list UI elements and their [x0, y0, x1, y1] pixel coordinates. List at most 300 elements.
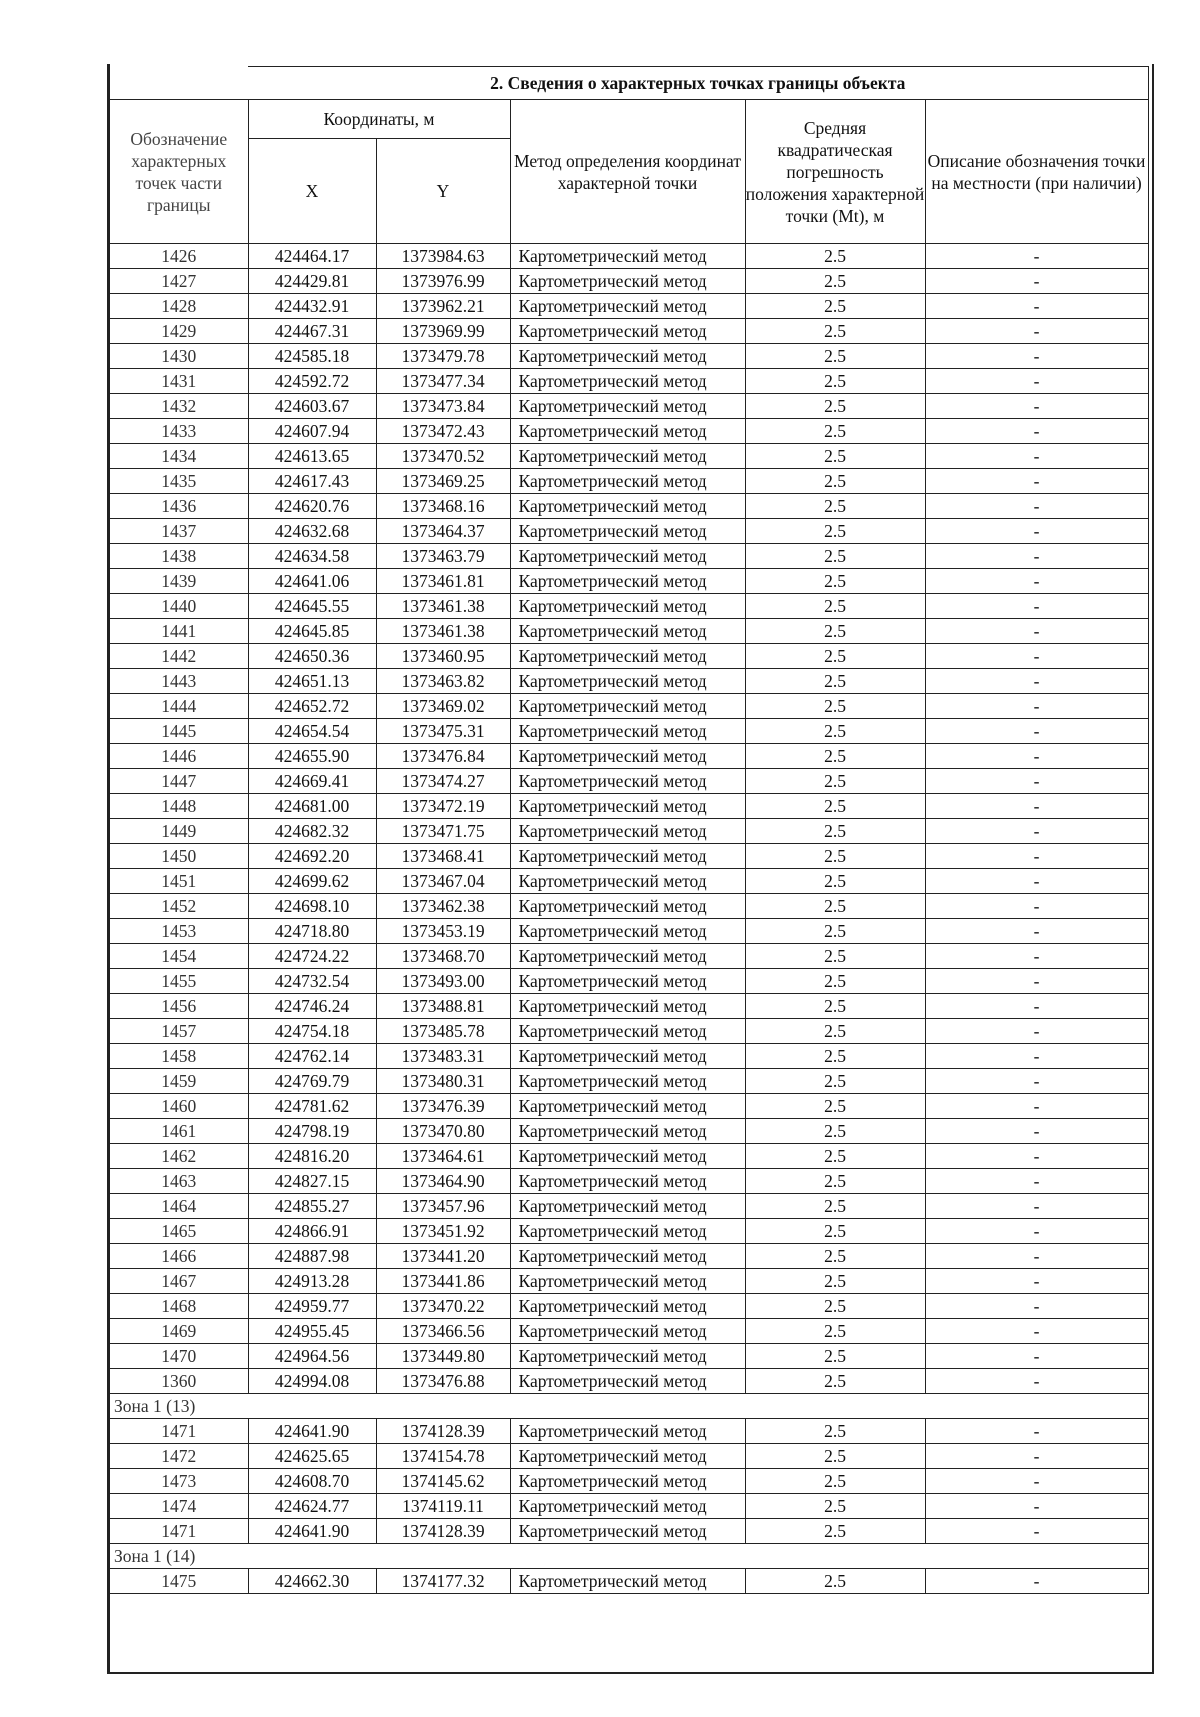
table-row	[110, 1219, 1148, 1244]
x-cell: 424641.90	[248, 1519, 376, 1544]
method-cell: Картометрический метод	[510, 1494, 745, 1519]
x-cell: 424718.80	[248, 919, 376, 944]
x-cell: 424913.28	[248, 1269, 376, 1294]
error-cell: 2.5	[745, 419, 925, 444]
point-id-cell: 1360	[110, 1369, 248, 1394]
error-cell: 2.5	[745, 319, 925, 344]
y-cell: 1373453.19	[376, 919, 510, 944]
table-row	[110, 694, 1148, 719]
error-cell: 2.5	[745, 1244, 925, 1269]
error-cell: 2.5	[745, 1144, 925, 1169]
error-cell: 2.5	[745, 969, 925, 994]
y-cell: 1373464.61	[376, 1144, 510, 1169]
point-id-cell: 1469	[110, 1319, 248, 1344]
header-coordinates: Координаты, м	[248, 100, 510, 139]
method-cell: Картометрический метод	[510, 894, 745, 919]
y-cell: 1373474.27	[376, 769, 510, 794]
point-id-cell: 1453	[110, 919, 248, 944]
error-cell: 2.5	[745, 794, 925, 819]
method-cell: Картометрический метод	[510, 1244, 745, 1269]
description-cell: -	[925, 994, 1148, 1019]
method-cell: Картометрический метод	[510, 1069, 745, 1094]
description-cell: -	[925, 1219, 1148, 1244]
description-cell: -	[925, 1019, 1148, 1044]
description-cell: -	[925, 1044, 1148, 1069]
table-row	[110, 644, 1148, 669]
point-id-cell: 1441	[110, 619, 248, 644]
point-id-cell: 1457	[110, 1019, 248, 1044]
description-cell: -	[925, 769, 1148, 794]
error-cell: 2.5	[745, 919, 925, 944]
table-row	[110, 544, 1148, 569]
method-cell: Картометрический метод	[510, 1369, 745, 1394]
point-id-cell: 1442	[110, 644, 248, 669]
method-cell: Картометрический метод	[510, 644, 745, 669]
description-cell: -	[925, 369, 1148, 394]
description-cell: -	[925, 744, 1148, 769]
error-cell: 2.5	[745, 1344, 925, 1369]
description-cell: -	[925, 819, 1148, 844]
method-cell: Картометрический метод	[510, 344, 745, 369]
table-row	[110, 244, 1148, 269]
method-cell: Картометрический метод	[510, 1144, 745, 1169]
method-cell: Картометрический метод	[510, 494, 745, 519]
method-cell: Картометрический метод	[510, 519, 745, 544]
x-cell: 424652.72	[248, 694, 376, 719]
table-row	[110, 1069, 1148, 1094]
method-cell: Картометрический метод	[510, 844, 745, 869]
y-cell: 1373476.88	[376, 1369, 510, 1394]
table-row	[110, 969, 1148, 994]
method-cell: Картометрический метод	[510, 1194, 745, 1219]
description-cell: -	[925, 594, 1148, 619]
zone-label: Зона 1 (14)	[110, 1544, 1148, 1569]
y-cell: 1373461.38	[376, 594, 510, 619]
y-cell: 1373469.25	[376, 469, 510, 494]
section-title: 2. Сведения о характерных точках границы объекта	[248, 67, 1148, 100]
point-id-cell: 1436	[110, 494, 248, 519]
x-cell: 424641.90	[248, 1419, 376, 1444]
y-cell: 1374145.62	[376, 1469, 510, 1494]
description-cell: -	[925, 494, 1148, 519]
x-cell: 424781.62	[248, 1094, 376, 1119]
error-cell: 2.5	[745, 619, 925, 644]
point-id-cell: 1433	[110, 419, 248, 444]
x-cell: 424662.30	[248, 1569, 376, 1594]
x-cell: 424959.77	[248, 1294, 376, 1319]
zone-label: Зона 1 (13)	[110, 1394, 1148, 1419]
y-cell: 1373984.63	[376, 244, 510, 269]
point-id-cell: 1468	[110, 1294, 248, 1319]
table-row	[110, 1294, 1148, 1319]
header-point: Обозначение характерных точек части границы	[110, 100, 248, 244]
error-cell: 2.5	[745, 269, 925, 294]
y-cell: 1373463.82	[376, 669, 510, 694]
description-cell: -	[925, 444, 1148, 469]
method-cell: Картометрический метод	[510, 1219, 745, 1244]
description-cell: -	[925, 644, 1148, 669]
error-cell: 2.5	[745, 1319, 925, 1344]
y-cell: 1373969.99	[376, 319, 510, 344]
method-cell: Картометрический метод	[510, 319, 745, 344]
y-cell: 1373473.84	[376, 394, 510, 419]
error-cell: 2.5	[745, 719, 925, 744]
point-id-cell: 1467	[110, 1269, 248, 1294]
description-cell: -	[925, 1569, 1148, 1594]
x-cell: 424607.94	[248, 419, 376, 444]
zone-row	[110, 1394, 1148, 1419]
y-cell: 1373488.81	[376, 994, 510, 1019]
error-cell: 2.5	[745, 944, 925, 969]
x-cell: 424692.20	[248, 844, 376, 869]
x-cell: 424645.55	[248, 594, 376, 619]
point-id-cell: 1475	[110, 1569, 248, 1594]
error-cell: 2.5	[745, 1519, 925, 1544]
error-cell: 2.5	[745, 394, 925, 419]
y-cell: 1373472.19	[376, 794, 510, 819]
method-cell: Картометрический метод	[510, 969, 745, 994]
table-row	[110, 994, 1148, 1019]
x-cell: 424603.67	[248, 394, 376, 419]
table-row	[110, 444, 1148, 469]
y-cell: 1373479.78	[376, 344, 510, 369]
method-cell: Картометрический метод	[510, 869, 745, 894]
description-cell: -	[925, 869, 1148, 894]
error-cell: 2.5	[745, 1219, 925, 1244]
description-cell: -	[925, 1294, 1148, 1319]
description-cell: -	[925, 894, 1148, 919]
error-cell: 2.5	[745, 994, 925, 1019]
point-id-cell: 1465	[110, 1219, 248, 1244]
x-cell: 424994.08	[248, 1369, 376, 1394]
title-spacer	[110, 67, 248, 100]
y-cell: 1373464.37	[376, 519, 510, 544]
description-cell: -	[925, 244, 1148, 269]
description-cell: -	[925, 269, 1148, 294]
header-description: Описание обозначения точки на местности (при наличии)	[925, 100, 1148, 244]
y-cell: 1373472.43	[376, 419, 510, 444]
method-cell: Картометрический метод	[510, 1294, 745, 1319]
method-cell: Картометрический метод	[510, 1469, 745, 1494]
y-cell: 1373462.38	[376, 894, 510, 919]
error-cell: 2.5	[745, 244, 925, 269]
x-cell: 424641.06	[248, 569, 376, 594]
error-cell: 2.5	[745, 1469, 925, 1494]
table-row	[110, 319, 1148, 344]
description-cell: -	[925, 1344, 1148, 1369]
method-cell: Картометрический метод	[510, 669, 745, 694]
header-error: Средняя квадратическая погрешность положения характерной точки (Mt), м	[745, 100, 925, 244]
error-cell: 2.5	[745, 494, 925, 519]
point-id-cell: 1455	[110, 969, 248, 994]
method-cell: Картометрический метод	[510, 794, 745, 819]
y-cell: 1373451.92	[376, 1219, 510, 1244]
method-cell: Картометрический метод	[510, 1169, 745, 1194]
point-id-cell: 1434	[110, 444, 248, 469]
description-cell: -	[925, 1519, 1148, 1544]
point-id-cell: 1472	[110, 1444, 248, 1469]
y-cell: 1373493.00	[376, 969, 510, 994]
table-row	[110, 719, 1148, 744]
y-cell: 1373483.31	[376, 1044, 510, 1069]
method-cell: Картометрический метод	[510, 1519, 745, 1544]
point-id-cell: 1438	[110, 544, 248, 569]
point-id-cell: 1470	[110, 1344, 248, 1369]
description-cell: -	[925, 969, 1148, 994]
error-cell: 2.5	[745, 1094, 925, 1119]
y-cell: 1373461.38	[376, 619, 510, 644]
y-cell: 1373457.96	[376, 1194, 510, 1219]
x-cell: 424746.24	[248, 994, 376, 1019]
table-row	[110, 1119, 1148, 1144]
error-cell: 2.5	[745, 694, 925, 719]
method-cell: Картометрический метод	[510, 1419, 745, 1444]
method-cell: Картометрический метод	[510, 994, 745, 1019]
point-id-cell: 1430	[110, 344, 248, 369]
y-cell: 1374128.39	[376, 1419, 510, 1444]
table-row	[110, 594, 1148, 619]
method-cell: Картометрический метод	[510, 919, 745, 944]
error-cell: 2.5	[745, 544, 925, 569]
x-cell: 424625.65	[248, 1444, 376, 1469]
table-row	[110, 1194, 1148, 1219]
y-cell: 1373976.99	[376, 269, 510, 294]
error-cell: 2.5	[745, 1369, 925, 1394]
method-cell: Картометрический метод	[510, 619, 745, 644]
error-cell: 2.5	[745, 1119, 925, 1144]
point-id-cell: 1443	[110, 669, 248, 694]
x-cell: 424432.91	[248, 294, 376, 319]
method-cell: Картометрический метод	[510, 1569, 745, 1594]
error-cell: 2.5	[745, 519, 925, 544]
description-cell: -	[925, 569, 1148, 594]
method-cell: Картометрический метод	[510, 1119, 745, 1144]
error-cell: 2.5	[745, 644, 925, 669]
point-id-cell: 1444	[110, 694, 248, 719]
error-cell: 2.5	[745, 1069, 925, 1094]
error-cell: 2.5	[745, 1419, 925, 1444]
table-row	[110, 569, 1148, 594]
y-cell: 1373476.84	[376, 744, 510, 769]
table-row	[110, 1044, 1148, 1069]
method-cell: Картометрический метод	[510, 1044, 745, 1069]
method-cell: Картометрический метод	[510, 819, 745, 844]
point-id-cell: 1440	[110, 594, 248, 619]
point-id-cell: 1466	[110, 1244, 248, 1269]
y-cell: 1373441.20	[376, 1244, 510, 1269]
point-id-cell: 1471	[110, 1419, 248, 1444]
table-row	[110, 1569, 1148, 1594]
y-cell: 1373475.31	[376, 719, 510, 744]
y-cell: 1373469.02	[376, 694, 510, 719]
x-cell: 424732.54	[248, 969, 376, 994]
x-cell: 424608.70	[248, 1469, 376, 1494]
error-cell: 2.5	[745, 669, 925, 694]
table-row	[110, 419, 1148, 444]
point-id-cell: 1435	[110, 469, 248, 494]
method-cell: Картометрический метод	[510, 1269, 745, 1294]
x-cell: 424754.18	[248, 1019, 376, 1044]
y-cell: 1373441.86	[376, 1269, 510, 1294]
x-cell: 424464.17	[248, 244, 376, 269]
y-cell: 1374128.39	[376, 1519, 510, 1544]
description-cell: -	[925, 794, 1148, 819]
table-row	[110, 619, 1148, 644]
header-y: Y	[376, 139, 510, 244]
table-row	[110, 794, 1148, 819]
error-cell: 2.5	[745, 1169, 925, 1194]
y-cell: 1373449.80	[376, 1344, 510, 1369]
description-cell: -	[925, 1494, 1148, 1519]
description-cell: -	[925, 1144, 1148, 1169]
y-cell: 1373470.52	[376, 444, 510, 469]
y-cell: 1373460.95	[376, 644, 510, 669]
error-cell: 2.5	[745, 844, 925, 869]
x-cell: 424467.31	[248, 319, 376, 344]
point-id-cell: 1461	[110, 1119, 248, 1144]
point-id-cell: 1445	[110, 719, 248, 744]
point-id-cell: 1449	[110, 819, 248, 844]
method-cell: Картометрический метод	[510, 294, 745, 319]
x-cell: 424624.77	[248, 1494, 376, 1519]
description-cell: -	[925, 1319, 1148, 1344]
error-cell: 2.5	[745, 369, 925, 394]
description-cell: -	[925, 1069, 1148, 1094]
table-row	[110, 269, 1148, 294]
y-cell: 1374154.78	[376, 1444, 510, 1469]
x-cell: 424681.00	[248, 794, 376, 819]
error-cell: 2.5	[745, 444, 925, 469]
point-id-cell: 1429	[110, 319, 248, 344]
x-cell: 424798.19	[248, 1119, 376, 1144]
point-id-cell: 1439	[110, 569, 248, 594]
table-row	[110, 844, 1148, 869]
description-cell: -	[925, 1244, 1148, 1269]
y-cell: 1373962.21	[376, 294, 510, 319]
description-cell: -	[925, 294, 1148, 319]
y-cell: 1373461.81	[376, 569, 510, 594]
table-row	[110, 1519, 1148, 1544]
method-cell: Картометрический метод	[510, 594, 745, 619]
x-cell: 424651.13	[248, 669, 376, 694]
method-cell: Картометрический метод	[510, 944, 745, 969]
description-cell: -	[925, 394, 1148, 419]
table-row	[110, 1344, 1148, 1369]
table-row	[110, 1319, 1148, 1344]
error-cell: 2.5	[745, 1569, 925, 1594]
point-id-cell: 1459	[110, 1069, 248, 1094]
description-cell: -	[925, 619, 1148, 644]
error-cell: 2.5	[745, 894, 925, 919]
error-cell: 2.5	[745, 769, 925, 794]
method-cell: Картометрический метод	[510, 1344, 745, 1369]
x-cell: 424655.90	[248, 744, 376, 769]
description-cell: -	[925, 719, 1148, 744]
description-cell: -	[925, 1094, 1148, 1119]
y-cell: 1373468.16	[376, 494, 510, 519]
description-cell: -	[925, 544, 1148, 569]
error-cell: 2.5	[745, 1269, 925, 1294]
description-cell: -	[925, 944, 1148, 969]
error-cell: 2.5	[745, 1294, 925, 1319]
y-cell: 1373476.39	[376, 1094, 510, 1119]
y-cell: 1373480.31	[376, 1069, 510, 1094]
method-cell: Картометрический метод	[510, 444, 745, 469]
x-cell: 424827.15	[248, 1169, 376, 1194]
x-cell: 424620.76	[248, 494, 376, 519]
description-cell: -	[925, 419, 1148, 444]
point-id-cell: 1463	[110, 1169, 248, 1194]
point-id-cell: 1462	[110, 1144, 248, 1169]
y-cell: 1374119.11	[376, 1494, 510, 1519]
table-row	[110, 294, 1148, 319]
x-cell: 424866.91	[248, 1219, 376, 1244]
table-row	[110, 1144, 1148, 1169]
table-row	[110, 894, 1148, 919]
y-cell: 1374177.32	[376, 1569, 510, 1594]
point-id-cell: 1437	[110, 519, 248, 544]
y-cell: 1373463.79	[376, 544, 510, 569]
x-cell: 424855.27	[248, 1194, 376, 1219]
error-cell: 2.5	[745, 569, 925, 594]
table-row	[110, 869, 1148, 894]
point-id-cell: 1452	[110, 894, 248, 919]
error-cell: 2.5	[745, 594, 925, 619]
x-cell: 424654.54	[248, 719, 376, 744]
point-id-cell: 1460	[110, 1094, 248, 1119]
description-cell: -	[925, 344, 1148, 369]
table-row	[110, 944, 1148, 969]
y-cell: 1373485.78	[376, 1019, 510, 1044]
table-body	[110, 244, 1148, 1594]
point-id-cell: 1428	[110, 294, 248, 319]
description-cell: -	[925, 319, 1148, 344]
y-cell: 1373470.22	[376, 1294, 510, 1319]
description-cell: -	[925, 1444, 1148, 1469]
method-cell: Картометрический метод	[510, 744, 745, 769]
table-row	[110, 1419, 1148, 1444]
method-cell: Картометрический метод	[510, 544, 745, 569]
y-cell: 1373468.70	[376, 944, 510, 969]
point-id-cell: 1447	[110, 769, 248, 794]
table-row	[110, 1369, 1148, 1394]
table-row	[110, 1169, 1148, 1194]
method-cell: Картометрический метод	[510, 769, 745, 794]
table-row	[110, 1444, 1148, 1469]
table-row	[110, 369, 1148, 394]
y-cell: 1373471.75	[376, 819, 510, 844]
error-cell: 2.5	[745, 744, 925, 769]
description-cell: -	[925, 694, 1148, 719]
description-cell: -	[925, 1119, 1148, 1144]
point-id-cell: 1474	[110, 1494, 248, 1519]
x-cell: 424632.68	[248, 519, 376, 544]
point-id-cell: 1446	[110, 744, 248, 769]
error-cell: 2.5	[745, 819, 925, 844]
x-cell: 424669.41	[248, 769, 376, 794]
point-id-cell: 1450	[110, 844, 248, 869]
method-cell: Картометрический метод	[510, 1019, 745, 1044]
method-cell: Картометрический метод	[510, 369, 745, 394]
table-row	[110, 1494, 1148, 1519]
method-cell: Картометрический метод	[510, 244, 745, 269]
zone-row	[110, 1544, 1148, 1569]
error-cell: 2.5	[745, 1444, 925, 1469]
point-id-cell: 1451	[110, 869, 248, 894]
point-id-cell: 1427	[110, 269, 248, 294]
point-id-cell: 1473	[110, 1469, 248, 1494]
table-row	[110, 819, 1148, 844]
